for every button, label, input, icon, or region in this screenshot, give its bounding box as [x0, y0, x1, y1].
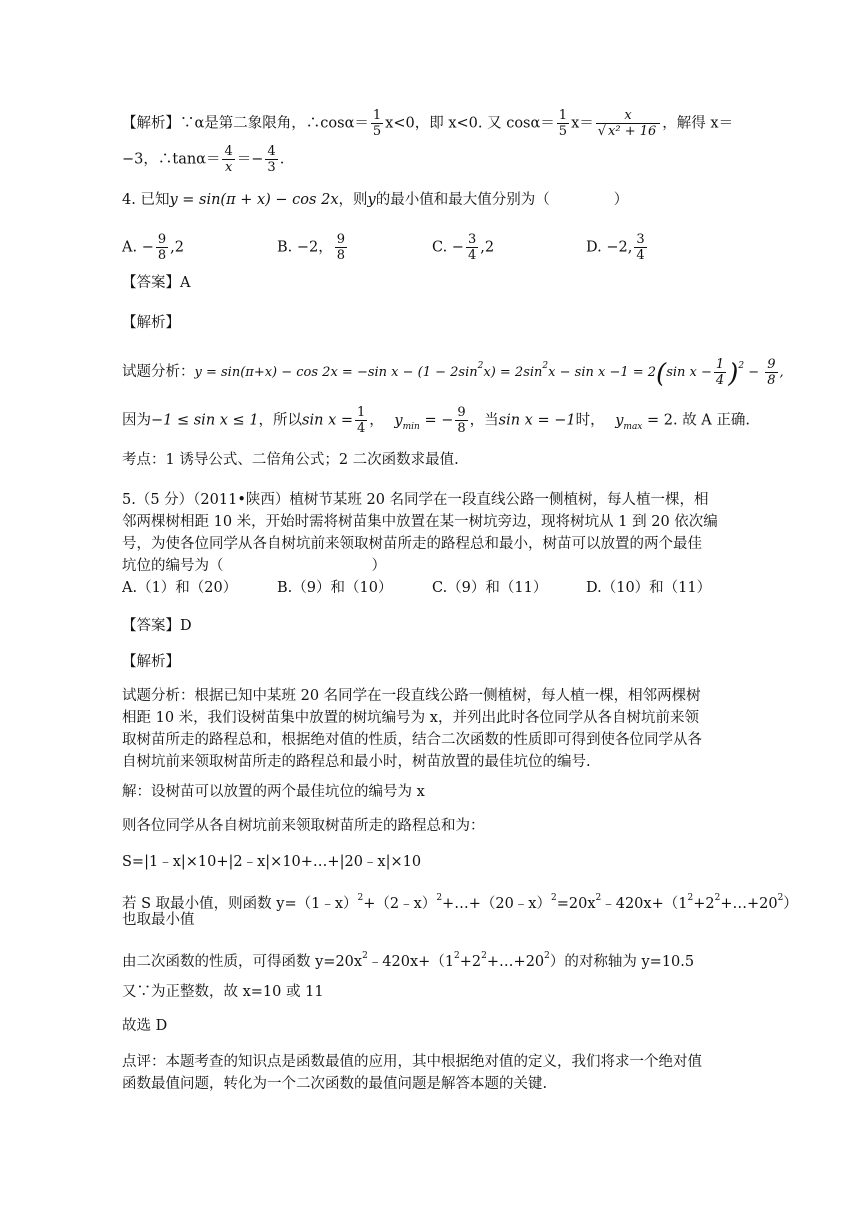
q5-sol-ye: 也取最小值: [122, 912, 195, 928]
fraction-4-x: $\frac{4}{x}$: [224, 144, 233, 175]
q4-kaodian: 考点：1 诱导公式、二倍角公式；2 二次函数求最值.: [122, 452, 459, 468]
fraction-x-sqrt: $\frac{x}{\text{√ x² + 16}}$: [596, 108, 661, 139]
q4-option-d: D. −2, $\frac{3}{4}$: [586, 232, 645, 263]
text: ，则: [338, 192, 368, 208]
q3-solution-line1: [122, 108, 742, 139]
text: 【解析】∵α是第二象限角，∴cosα＝: [122, 115, 369, 132]
q5-analysis-line3: 取树苗所走的路程总和，根据绝对值的性质，结合二次函数的性质即可得到使各位同学从各: [122, 732, 702, 748]
text: x<0，即 x<0. 又 cosα＝: [385, 115, 555, 132]
text: x＝: [571, 115, 594, 132]
q5-option-a: A.（1）和（20）: [122, 580, 238, 596]
q5-sol-guxuan: 故选 D: [122, 1018, 168, 1034]
q4-stem: [122, 190, 742, 210]
var-y: y: [367, 192, 376, 208]
q5-sol-you: 由二次函数的性质，可得函数 $y=20x^2﹣420x+(1^2+2^2+\dots+20^2)$的对称轴为 y=10.5: [122, 951, 695, 970]
q5-analysis-line2: 相距 10 米，我们设树苗集中放置的树坑编号为 x，并列出此时各位同学从各自树坑前来领: [122, 710, 699, 726]
math-expr: y = sin(π + x) − cos 2x: [169, 192, 339, 208]
q5-sol-s-expr: S=|1﹣x|×10+|2﹣x|×10+…+|20﹣x|×10: [122, 854, 422, 870]
text: ）: [613, 192, 629, 208]
q5-analysis-line1: 试题分析：根据已知中某班 20 名同学在一段直线公路一侧植树，每人植一棵，相邻两棵树: [122, 688, 701, 704]
text: −3，∴tanα＝: [122, 151, 221, 168]
text: ＝−: [236, 151, 264, 168]
q5-stem-line2: 邻两棵树相距 10 米，开始时需将树苗集中放置在某一树坑旁边，现将树坑从 1 到 20 依次编: [122, 514, 718, 530]
text: ，解得 x＝: [662, 115, 734, 132]
fraction-4-3: $\frac{4}{3}$: [267, 144, 276, 175]
q5-sol-ze: 则各位同学从各自树坑前来领取树苗所走的路程总和为：: [122, 818, 485, 834]
q5-stem-line1: 5.（5 分）（2011•陕西）植树节某班 20 名同学在一段直线公路一侧植树，每人植一棵，相: [122, 492, 709, 508]
fraction-1-5: $\frac{1}{5}$: [558, 108, 568, 139]
q5-dianping-line2: 函数最值问题，转化为一个二次函数的最值问题是解答本题的关键.: [122, 1076, 548, 1092]
q5-option-b: B.（9）和（10）: [277, 580, 393, 596]
text: 的最小值和最大值分别为（: [375, 192, 550, 208]
q4-analysis-because: 因为−1 ≤ sin x ≤ 1，所以sin x = $\frac{1}{4}$ ， $y_{min}$ = − $\frac{9}{8}$ ，当sin x = −1时， $y_{max} = 2$. 故 A 正确.: [122, 405, 751, 436]
q4-option-a: A. − $\frac{9}{8}$ ,2: [122, 232, 184, 263]
q5-sol-youyin: 又∵为正整数，故 x=10 或 11: [122, 984, 324, 1000]
q5-jiexi-heading: 【解析】: [122, 654, 180, 670]
text: 4. 已知: [122, 192, 170, 208]
q5-sol-jie: 解：设树苗可以放置的两个最佳坑位的编号为 x: [122, 784, 425, 800]
fraction-1-5: $\frac{1}{5}$: [372, 108, 382, 139]
q4-option-b: B. −2， $\frac{9}{8}$: [277, 232, 346, 263]
q5-answer: 【答案】D: [122, 618, 192, 634]
q5-stem-line3: 号，为使各位同学从各自树坑前来领取树苗所走的路程总和最小，树苗可以放置的两个最佳: [122, 536, 702, 552]
q4-analysis-formula: 试题分析：y = sin(π+x) − cos 2x = −sin $x - (1 - 2\sin^2x) = 2\sin^2x - \sin x -1 = 2(\sin$ x − $\frac{1}{4}$ )$^2$ − $\frac{9}{8}$ ,: [122, 357, 784, 389]
q4-option-c: C. − $\frac{3}{4}$ ,2: [432, 232, 495, 263]
q4-answer: 【答案】A: [122, 275, 191, 291]
text: .: [279, 151, 285, 168]
q5-stem-line4: 坑位的编号为（ ）: [122, 558, 386, 574]
q5-dianping-line1: 点评：本题考查的知识点是函数最值的应用，其中根据绝对值的定义，我们将求一个绝对值: [122, 1054, 702, 1070]
q5-option-d: D.（10）和（11）: [586, 580, 712, 596]
q5-analysis-line4: 自树坑前来领取树苗所走的路程总和最小时，树苗放置的最佳坑位的编号.: [122, 754, 591, 770]
q3-solution-line2: [122, 144, 742, 175]
q5-option-c: C.（9）和（11）: [432, 580, 548, 596]
q4-jiexi-heading: 【解析】: [122, 315, 180, 331]
q5-sol-ruo: 若 S 取最小值，则函数 $y=(1﹣x)^2+(2﹣x)^2+\dots+(20﹣x)^2=20x^2﹣420x+(1^2+2^2+\dots+20^2)$: [122, 893, 798, 912]
